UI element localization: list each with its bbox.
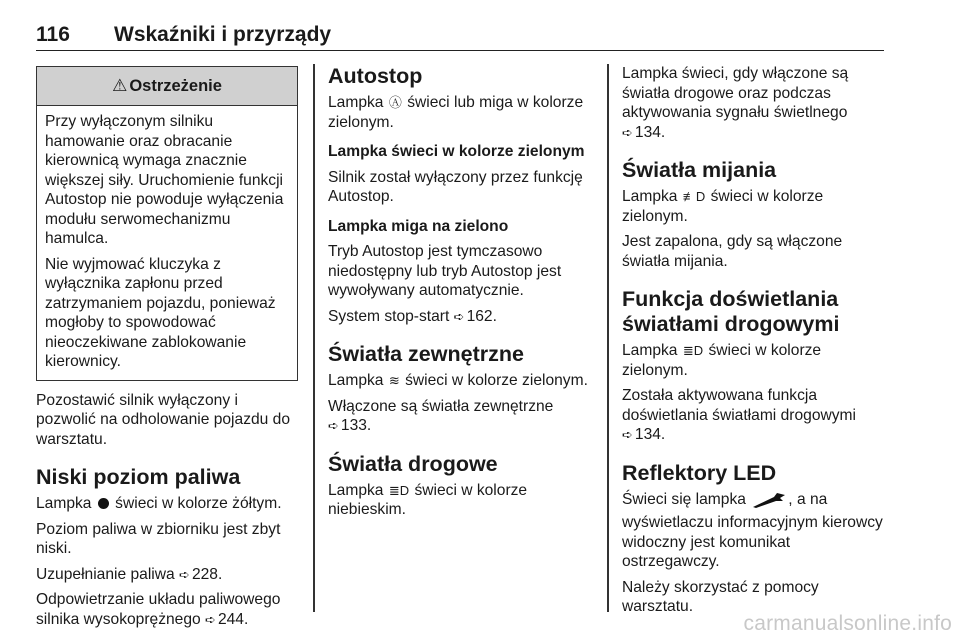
lamp-label: Świeci się lampka bbox=[622, 490, 746, 508]
xref-text: Została aktywowana funkcja doświetlania światłami drogowymi bbox=[622, 387, 856, 424]
paragraph: Jest zapalona, gdy są włączone światła mijania. bbox=[622, 233, 843, 270]
lamp-label: Lampka bbox=[622, 342, 678, 359]
paragraph bbox=[36, 494, 298, 514]
paragraph bbox=[328, 307, 598, 327]
paragraph bbox=[328, 397, 598, 436]
page-reference[interactable]: 244. bbox=[217, 610, 249, 628]
fuel-lamp-icon bbox=[98, 498, 109, 509]
lamp-text: świeci w kolorze żółtym. bbox=[115, 495, 282, 512]
exterior-light-lamp-icon: ≋ bbox=[388, 373, 400, 388]
column-3 bbox=[622, 64, 890, 623]
xref-text: Lampka świeci, gdy włączone są światła drogowe oraz podczas aktywowania sygnału świetlnego bbox=[622, 65, 849, 121]
xref-arrow-icon: ➪ bbox=[205, 611, 216, 627]
warning-paragraph: Przy wyłączonym silniku hamowanie oraz obracanie kierownicą wymaga znacznie większej siły. Uruchomienie funkcji Autostop nie powoduje wyłączenia modułu serwomechanizmu hamulca. bbox=[45, 113, 284, 247]
warning-header bbox=[37, 67, 297, 106]
autostop-lamp-icon: Ⓐ bbox=[388, 95, 402, 110]
section-heading-high-beam-assist: Funkcja doświetlania światłami drogowymi bbox=[622, 287, 840, 336]
column-divider bbox=[607, 64, 609, 612]
section-heading-high-beam: Światła drogowe bbox=[328, 451, 498, 476]
lamp-text: świeci w kolorze zielonym. bbox=[405, 372, 588, 389]
paragraph bbox=[328, 93, 598, 132]
paragraph: Tryb Autostop jest tymczasowo niedostępny lub tryb Autostop jest wywoływany automatycznie. bbox=[328, 243, 562, 299]
warning-title: Ostrzeżenie bbox=[129, 77, 222, 95]
lamp-text: świeci w kolorze niebieskim. bbox=[328, 481, 528, 518]
paragraph bbox=[622, 386, 890, 445]
xref-arrow-icon: ➪ bbox=[328, 418, 339, 433]
paragraph bbox=[622, 64, 890, 142]
paragraph: Należy skorzystać z pomocy warsztatu. bbox=[622, 578, 819, 615]
paragraph: Poziom paliwa w zbiorniku jest zbyt niski. bbox=[36, 520, 281, 557]
section-heading-exterior-lights: Światła zewnętrzne bbox=[328, 342, 524, 366]
page-reference[interactable]: 134. bbox=[634, 123, 666, 141]
paragraph bbox=[328, 481, 598, 520]
subheading: Lampka świeci w kolorze zielonym bbox=[328, 143, 585, 160]
warning-paragraph: Nie wyjmować kluczyka z wyłącznika zapłonu przed zatrzymaniem pojazdu, ponieważ mogłoby to spowodować nieoczekiwane zablokowanie kierownicy. bbox=[45, 255, 276, 370]
high-beam-lamp-icon: ≣D bbox=[388, 482, 410, 498]
xref-text: Włączone są światła zewnętrzne bbox=[328, 397, 554, 415]
section-heading-low-beam: Światła mijania bbox=[622, 158, 777, 182]
high-beam-assist-lamp-icon: ≣D bbox=[682, 343, 704, 358]
warning-body bbox=[37, 106, 297, 380]
lamp-text: świeci w kolorze zielonym. bbox=[622, 188, 824, 225]
lamp-label: Lampka bbox=[36, 495, 92, 512]
lamp-label: Lampka bbox=[328, 372, 384, 389]
lamp-label: Lampka bbox=[328, 94, 384, 111]
lamp-label: Lampka bbox=[622, 188, 678, 205]
section-heading-fuel: Niski poziom paliwa bbox=[36, 465, 241, 489]
xref-text: System stop-start bbox=[328, 307, 450, 325]
paragraph bbox=[36, 565, 298, 585]
xref-arrow-icon: ➪ bbox=[453, 308, 465, 324]
xref-text: Odpowietrzanie układu paliwowego silnika wysokoprężnego bbox=[36, 591, 281, 628]
paragraph: Pozostawić silnik wyłączony i pozwolić na odholowanie pojazdu do warsztatu. bbox=[36, 391, 291, 448]
warning-triangle-icon: ⚠ bbox=[112, 76, 128, 95]
lamp-text: świeci lub miga w kolorze zielonym. bbox=[328, 94, 584, 131]
paragraph bbox=[328, 371, 598, 391]
column-2 bbox=[328, 64, 598, 526]
paragraph bbox=[622, 187, 890, 226]
page-header bbox=[36, 22, 884, 51]
subheading: Lampka miga na zielono bbox=[328, 217, 509, 235]
page-reference[interactable]: 228. bbox=[191, 565, 223, 583]
paragraph bbox=[622, 490, 890, 572]
section-heading-led-headlights: Reflektory LED bbox=[622, 460, 777, 485]
lamp-text: , a na wyświetlaczu informacyjnym kierowcy widoczny jest komunikat ostrzegawczy. bbox=[622, 490, 883, 570]
low-beam-lamp-icon: ≢D bbox=[682, 189, 706, 204]
xref-arrow-icon: ➪ bbox=[179, 566, 190, 582]
watermark: carmanualsonline.info bbox=[743, 612, 952, 635]
page-reference[interactable]: 134. bbox=[634, 426, 666, 443]
lamp-text: świeci w kolorze zielonym. bbox=[622, 342, 822, 379]
page-reference[interactable]: 133. bbox=[340, 417, 372, 434]
page-title: Wskaźniki i przyrządy bbox=[114, 23, 332, 46]
xref-text: Uzupełnianie paliwa bbox=[36, 565, 175, 583]
xref-arrow-icon: ➪ bbox=[622, 427, 633, 442]
wrench-icon bbox=[752, 492, 786, 514]
section-heading-autostop: Autostop bbox=[328, 64, 423, 88]
paragraph bbox=[36, 590, 298, 629]
lamp-label: Lampka bbox=[328, 481, 384, 499]
column-1 bbox=[36, 66, 298, 635]
column-divider bbox=[313, 64, 315, 612]
page-reference[interactable]: 162. bbox=[466, 307, 497, 325]
paragraph bbox=[622, 341, 890, 380]
page-number: 116 bbox=[36, 23, 70, 46]
paragraph: Silnik został wyłączony przez funkcję Autostop. bbox=[328, 168, 583, 205]
warning-box bbox=[36, 66, 298, 381]
xref-arrow-icon: ➪ bbox=[622, 124, 633, 140]
